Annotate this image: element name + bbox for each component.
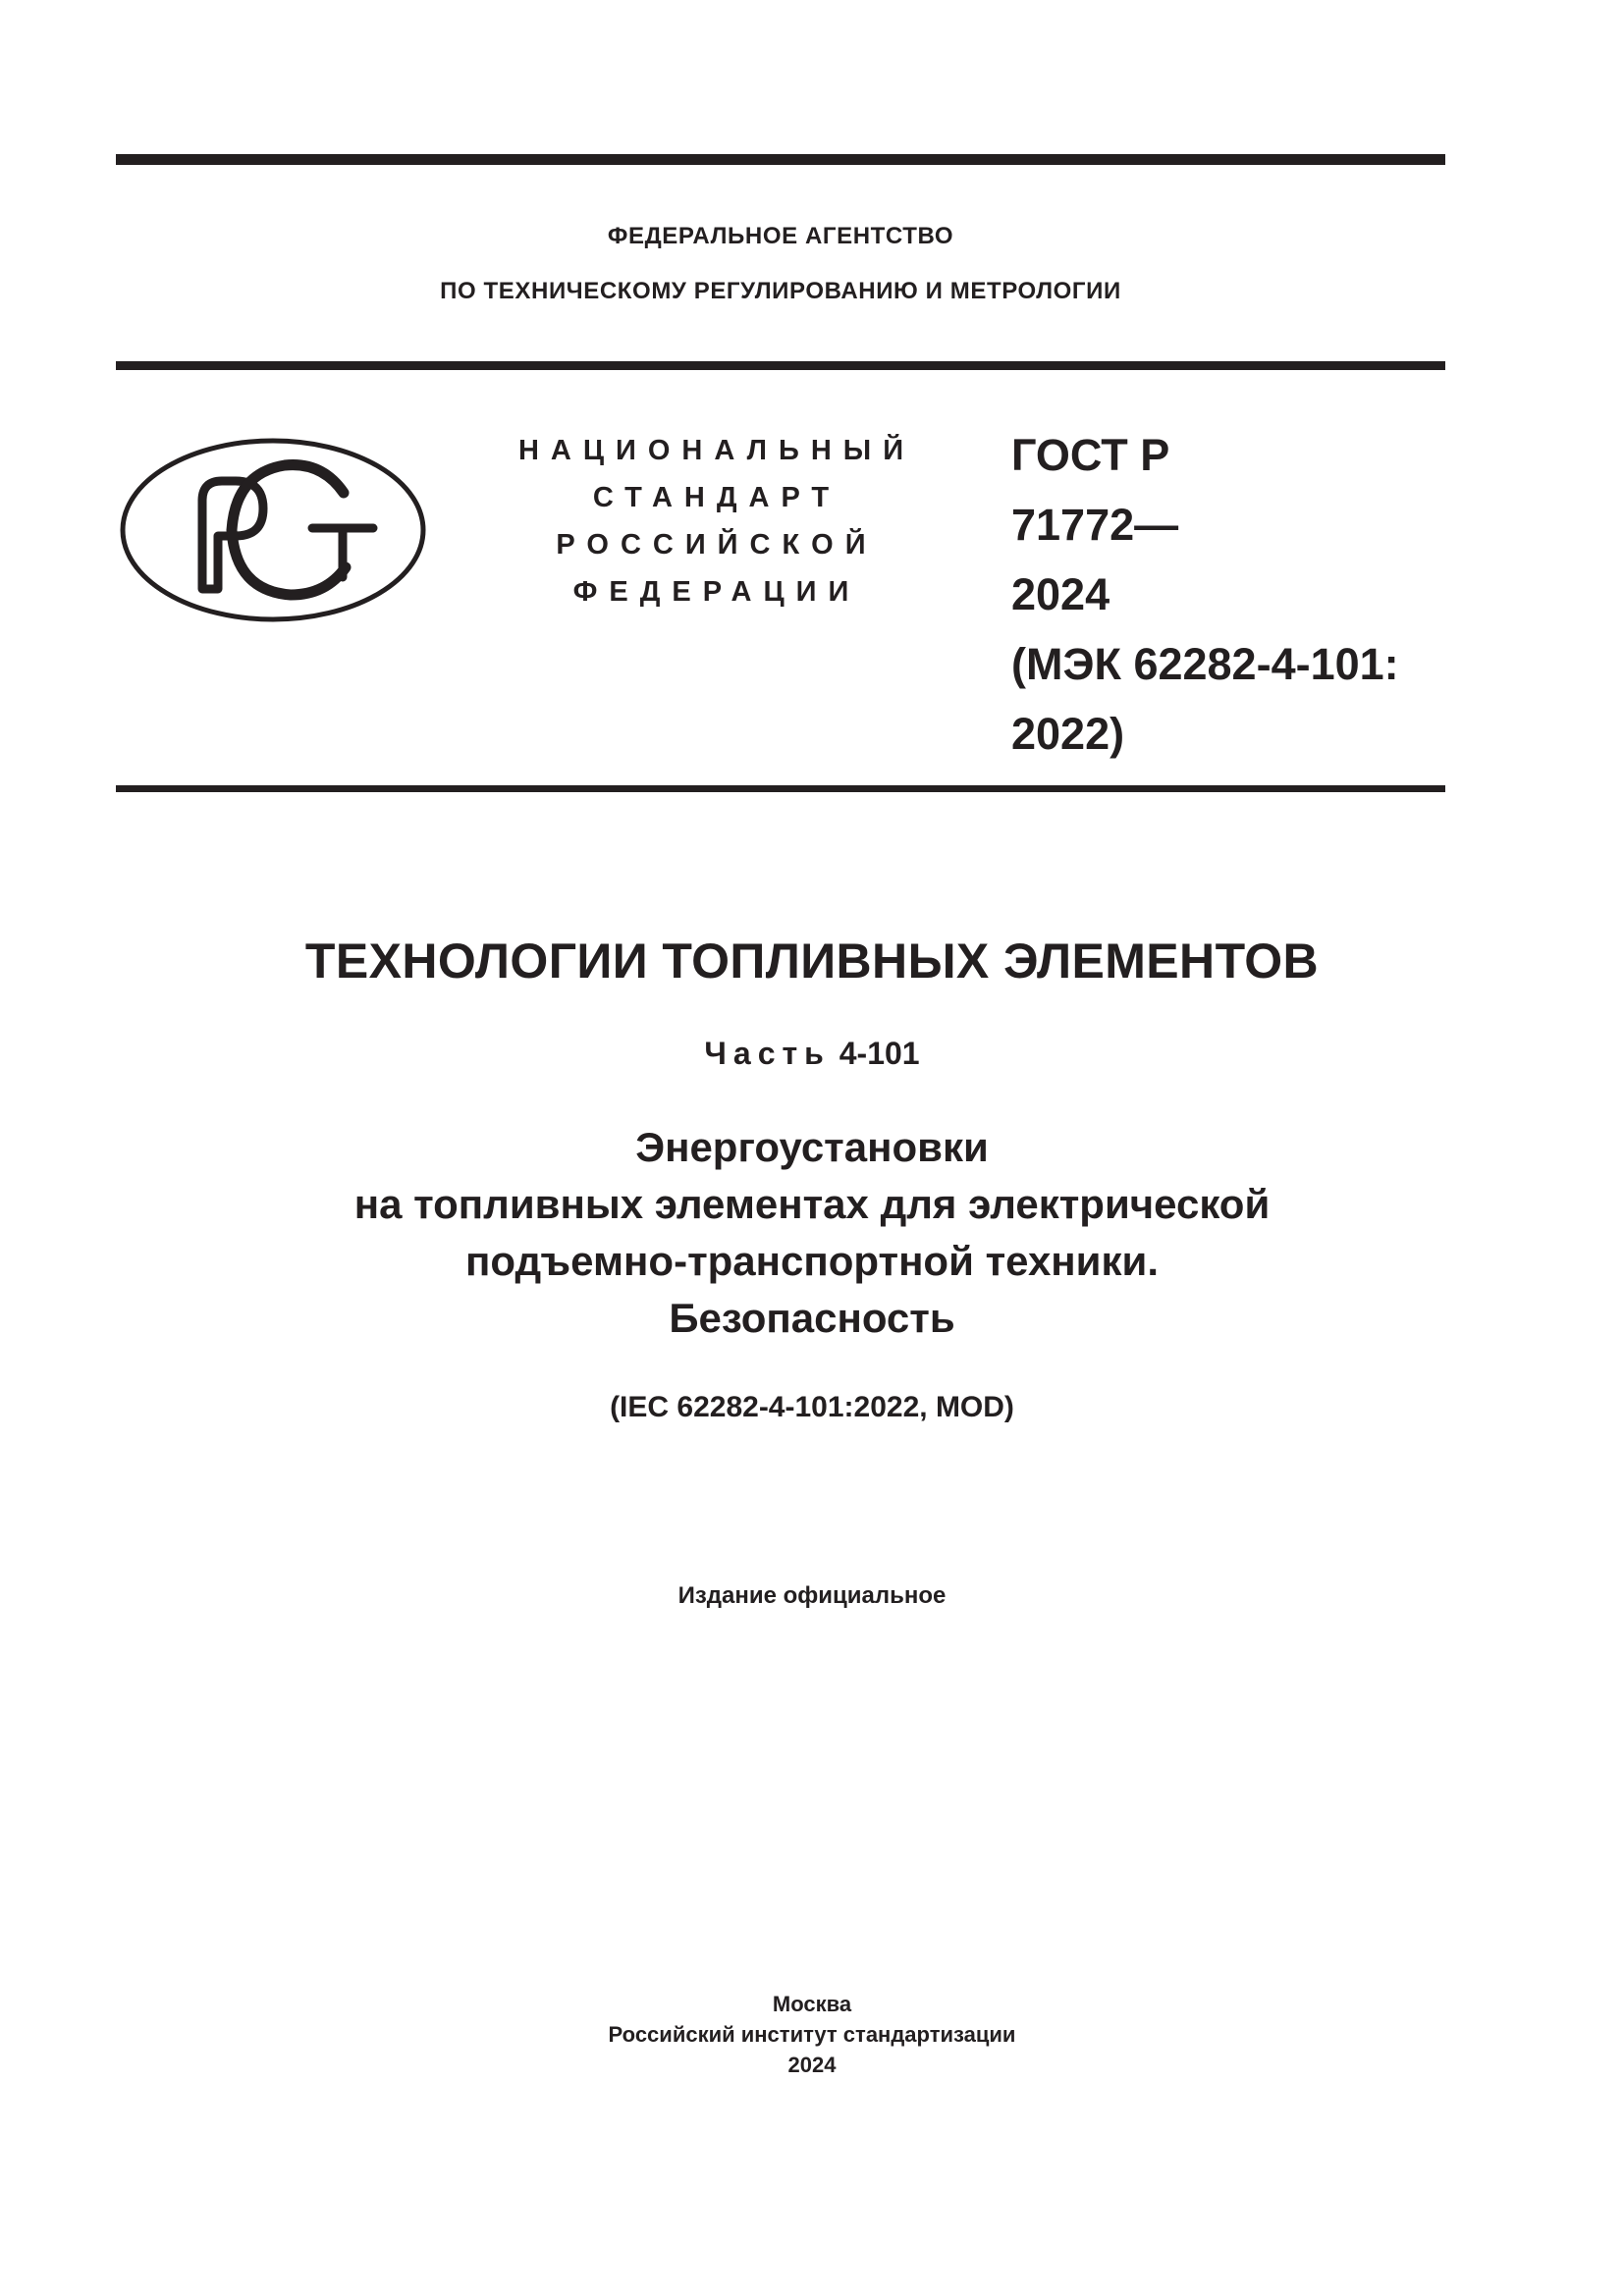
iec-reference: (IEC 62282-4-101:2022, MOD) [610, 1391, 1014, 1423]
designation-line-4: (МЭК 62282-4-101: [1011, 639, 1399, 689]
subtitle-line-4: Безопасность [669, 1295, 955, 1341]
subtitle-line-2: на топливных элементах для электрической [353, 1181, 1271, 1227]
designation-line-3: 2024 [1011, 569, 1110, 619]
imprint [116, 1989, 1508, 2080]
rst-logo [116, 432, 430, 628]
edition-note: Издание официальное [677, 1582, 947, 1609]
part-label [116, 1036, 1508, 1072]
document-subtitle [116, 1119, 1508, 1347]
national-standard-label [491, 427, 943, 615]
designation-line-2: 71772— [1011, 500, 1179, 550]
designation-line-1: ГОСТ Р [1011, 430, 1170, 480]
logo-letter-t [312, 528, 373, 577]
subtitle-line-3: подъемно-транспортной техники. [464, 1238, 1160, 1284]
middle-rule [116, 361, 1445, 370]
standard-designation [1011, 420, 1445, 769]
subtitle-line-1: Энергоустановки [635, 1124, 989, 1170]
agency-line-2: ПО ТЕХНИЧЕСКОМУ РЕГУЛИРОВАНИЮ И МЕТРОЛОГИИ [440, 278, 1121, 304]
part-number: 4-101 [839, 1036, 920, 1071]
imprint-year: 2024 [787, 2053, 837, 2077]
document-title: ТЕХНОЛОГИИ ТОПЛИВНЫХ ЭЛЕМЕНТОВ [304, 934, 1320, 988]
part-word: Часть [704, 1036, 831, 1071]
imprint-city: Москва [772, 1992, 852, 2016]
national-standard-line-1: НАЦИОНАЛЬНЫЙ [517, 435, 916, 466]
national-standard-line-2: СТАНДАРТ [592, 482, 841, 513]
agency-line-1: ФЕДЕРАЛЬНОЕ АГЕНТСТВО [607, 223, 954, 249]
national-standard-line-3: РОССИЙСКОЙ [556, 529, 878, 561]
top-rule [116, 154, 1445, 165]
lower-rule [116, 785, 1445, 792]
imprint-publisher: Российский институт стандартизации [608, 2022, 1016, 2047]
national-standard-line-4: ФЕДЕРАЦИИ [572, 576, 861, 608]
designation-line-5: 2022) [1011, 709, 1125, 759]
